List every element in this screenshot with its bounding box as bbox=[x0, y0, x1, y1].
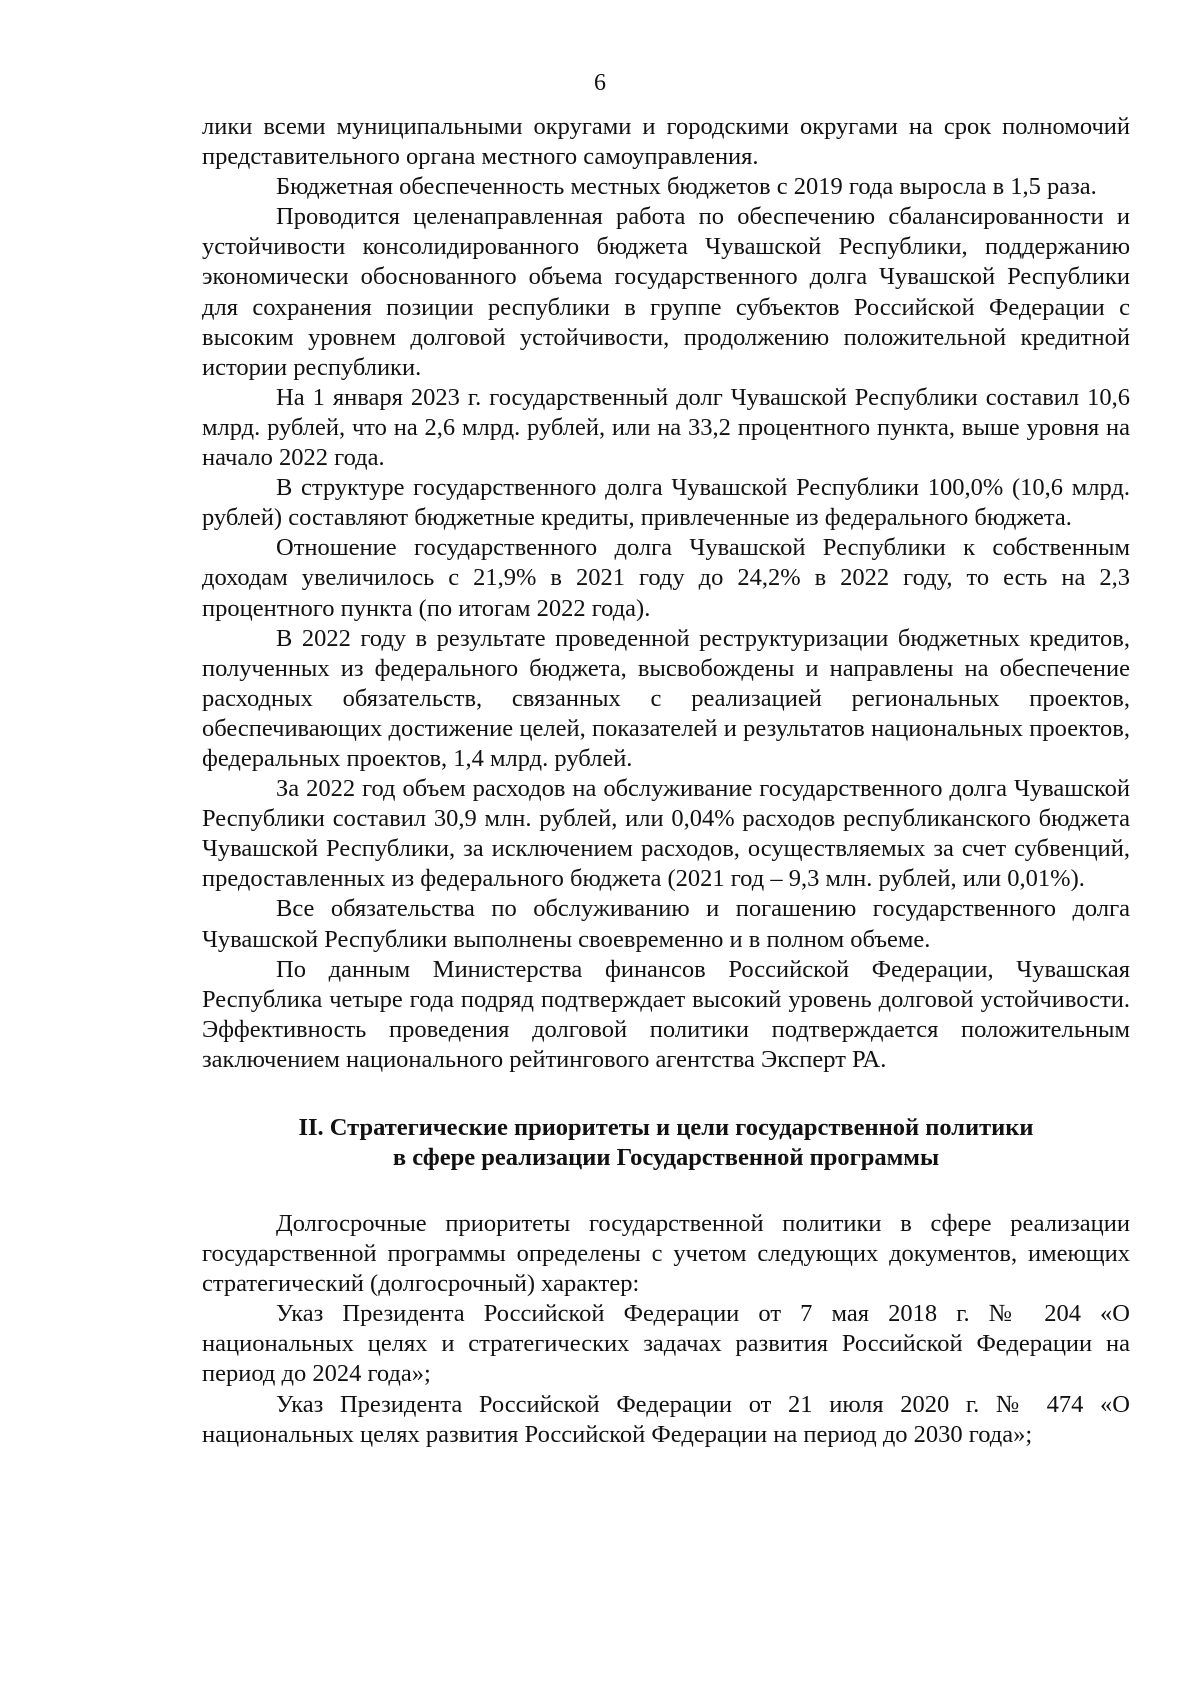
paragraph: За 2022 год объем расходов на обслуживание государственного долга Чувашской Республики составил 30,9 млн. рублей, или 0,04% расходов республиканского бюджета Чувашской Республики, за исключением расходов, осуществляемых за счет субвенций, предоставленных из федерального бюджета (2021 год – 9,3 млн. рублей, или 0,01%). bbox=[202, 775, 1130, 893]
page-number: 6 bbox=[594, 70, 606, 96]
section-heading-line-1: II. Стратегические приоритеты и цели государственной политики bbox=[298, 1114, 1034, 1141]
paragraphs-before-heading bbox=[202, 112, 1130, 1075]
paragraph: Указ Президента Российской Федерации от 7 мая 2018 г. № 204 «О национальных целях и стратегических задачах развития Российской Федерации на период до 2024 года»; bbox=[202, 1300, 1130, 1388]
paragraph: Бюджетная обеспеченность местных бюджетов с 2019 года выросла в 1,5 раза. bbox=[276, 173, 1097, 201]
section-heading bbox=[202, 1113, 1130, 1173]
paragraph: Указ Президента Российской Федерации от 21 июля 2020 г. № 474 «О национальных целях развития Российской Федерации на период до 2030 года»; bbox=[202, 1390, 1130, 1448]
paragraph: На 1 января 2023 г. государственный долг Чувашской Республики составил 10,6 млрд. рублей, что на 2,6 млрд. рублей, или на 33,2 процентного пункта, выше уровня на начало 2022 года. bbox=[202, 383, 1130, 472]
document-body bbox=[202, 112, 1130, 1450]
paragraph: В структуре государственного долга Чувашской Республики 100,0% (10,6 млрд. рублей) составляют бюджетные кредиты, привлеченные из федерального бюджета. bbox=[202, 474, 1130, 532]
paragraph: Проводится целенаправленная работа по обеспечению сбалансированности и устойчивости консолидированного бюджета Чувашской Республики, поддержанию экономически обоснованного объема государственного долга Чувашской Республики для сохранения позиции республики в группе субъектов Российской Федерации с высоким уровнем долговой устойчивости, продолжению положительной кредитной истории республики. bbox=[202, 203, 1130, 381]
paragraph: В 2022 году в результате проведенной реструктуризации бюджетных кредитов, полученных из федерального бюджета, высвобождены и направлены на обеспечение расходных обязательств, связанных с реализацией региональных проектов, обеспечивающих достижение целей, показателей и результатов национальных проектов, федеральных проектов, 1,4 млрд. рублей. bbox=[202, 624, 1130, 772]
paragraphs-after-heading bbox=[202, 1209, 1130, 1450]
paragraph: Все обязательства по обслуживанию и погашению государственного долга Чувашской Республики выполнены своевременно и в полном объеме. bbox=[202, 895, 1130, 953]
section-heading-line-2: в сфере реализации Государственной программы bbox=[392, 1144, 940, 1171]
paragraph: По данным Министерства финансов Российской Федерации, Чувашская Республика четыре года подряд подтверждает высокий уровень долговой устойчивости. Эффективность проведения долговой политики подтверждается положительным заключением национального рейтингового агентства Эксперт РА. bbox=[202, 955, 1130, 1073]
paragraph: лики всеми муниципальными округами и городскими округами на срок полномочий представительного органа местного самоуправления. bbox=[202, 113, 1130, 171]
paragraph: Долгосрочные приоритеты государственной политики в сфере реализации государственной программы определены с учетом следующих документов, имеющих стратегический (долгосрочный) характер: bbox=[202, 1210, 1130, 1298]
paragraph: Отношение государственного долга Чувашской Республики к собственным доходам увеличилось с 21,9% в 2021 году до 24,2% в 2022 году, то есть на 2,3 процентного пункта (по итогам 2022 года). bbox=[202, 534, 1130, 622]
